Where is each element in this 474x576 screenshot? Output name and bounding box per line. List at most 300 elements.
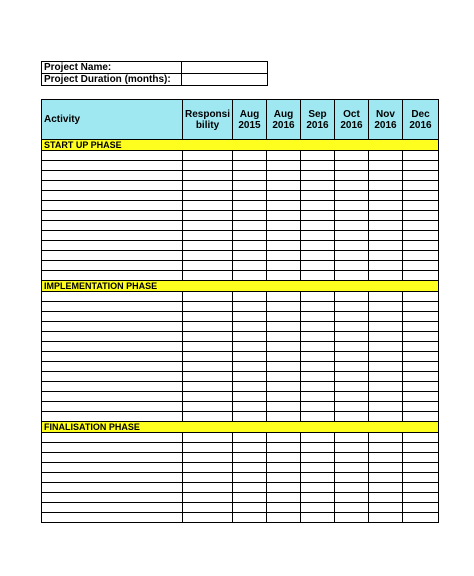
month-cell[interactable] xyxy=(267,261,301,271)
table-row xyxy=(42,251,439,261)
activity-cell[interactable] xyxy=(42,191,183,201)
month-cell[interactable] xyxy=(403,332,439,342)
month-cell[interactable] xyxy=(301,493,335,503)
month-cell[interactable] xyxy=(369,251,403,261)
month-cell[interactable] xyxy=(233,463,267,473)
month-cell[interactable] xyxy=(267,171,301,181)
activity-cell[interactable] xyxy=(42,382,183,392)
month-cell[interactable] xyxy=(267,201,301,211)
month-cell[interactable] xyxy=(335,342,369,352)
month-cell[interactable] xyxy=(335,443,369,453)
month-cell[interactable] xyxy=(369,312,403,322)
activity-cell[interactable] xyxy=(42,493,183,503)
month-cell[interactable] xyxy=(233,443,267,453)
activity-cell[interactable] xyxy=(42,201,183,211)
month-cell[interactable] xyxy=(267,402,301,412)
responsibility-cell[interactable] xyxy=(183,151,233,161)
activity-cell[interactable] xyxy=(42,392,183,402)
month-cell[interactable] xyxy=(301,402,335,412)
table-cell[interactable] xyxy=(42,412,183,422)
month-cell[interactable] xyxy=(301,171,335,181)
month-cell[interactable] xyxy=(403,392,439,402)
month-cell[interactable] xyxy=(335,191,369,201)
responsibility-cell[interactable] xyxy=(183,402,233,412)
table-cell[interactable] xyxy=(335,412,369,422)
table-row xyxy=(42,302,439,312)
month-cell[interactable] xyxy=(233,342,267,352)
month-cell[interactable] xyxy=(233,312,267,322)
month-cell[interactable] xyxy=(267,221,301,231)
month-cell[interactable] xyxy=(335,392,369,402)
month-cell[interactable] xyxy=(369,211,403,221)
table-row xyxy=(42,513,439,523)
month-cell[interactable] xyxy=(301,443,335,453)
month-cell[interactable] xyxy=(369,453,403,463)
month-cell[interactable] xyxy=(335,151,369,161)
month-cell[interactable] xyxy=(335,503,369,513)
activity-cell[interactable] xyxy=(42,151,183,161)
responsibility-cell[interactable] xyxy=(183,443,233,453)
month-cell[interactable] xyxy=(335,231,369,241)
activity-cell[interactable] xyxy=(42,352,183,362)
activity-cell[interactable] xyxy=(42,342,183,352)
table-row xyxy=(42,433,439,443)
month-cell[interactable] xyxy=(403,211,439,221)
month-cell[interactable] xyxy=(267,151,301,161)
month-cell[interactable] xyxy=(233,201,267,211)
month-cell[interactable] xyxy=(301,513,335,523)
table-cell[interactable] xyxy=(403,271,439,281)
responsibility-cell[interactable] xyxy=(183,473,233,483)
month-cell[interactable] xyxy=(267,312,301,322)
month-cell[interactable] xyxy=(369,302,403,312)
month-cell[interactable] xyxy=(403,433,439,443)
month-cell[interactable] xyxy=(335,312,369,322)
month-cell[interactable] xyxy=(403,151,439,161)
table-row xyxy=(42,161,439,171)
month-cell[interactable] xyxy=(267,372,301,382)
month-cell[interactable] xyxy=(301,151,335,161)
month-cell[interactable] xyxy=(301,332,335,342)
month-cell[interactable] xyxy=(369,161,403,171)
month-cell[interactable] xyxy=(267,332,301,342)
month-cell[interactable] xyxy=(267,211,301,221)
month-cell[interactable] xyxy=(369,463,403,473)
month-cell[interactable] xyxy=(301,382,335,392)
activity-cell[interactable] xyxy=(42,312,183,322)
month-cell[interactable] xyxy=(233,453,267,463)
month-cell[interactable] xyxy=(233,191,267,201)
month-cell[interactable] xyxy=(301,221,335,231)
month-cell[interactable] xyxy=(335,211,369,221)
month-cell[interactable] xyxy=(233,513,267,523)
responsibility-cell[interactable] xyxy=(183,302,233,312)
month-cell[interactable] xyxy=(267,342,301,352)
month-cell[interactable] xyxy=(403,483,439,493)
activity-cell[interactable] xyxy=(42,161,183,171)
month-cell[interactable] xyxy=(233,382,267,392)
month-cell[interactable] xyxy=(267,473,301,483)
month-cell[interactable] xyxy=(233,161,267,171)
schedule-body xyxy=(42,140,439,523)
month-cell[interactable] xyxy=(233,493,267,503)
month-cell[interactable] xyxy=(267,493,301,503)
activity-cell[interactable] xyxy=(42,302,183,312)
responsibility-cell[interactable] xyxy=(183,231,233,241)
month-cell[interactable] xyxy=(403,312,439,322)
month-cell[interactable] xyxy=(267,503,301,513)
month-cell[interactable] xyxy=(301,463,335,473)
month-cell[interactable] xyxy=(301,292,335,302)
month-cell[interactable] xyxy=(301,201,335,211)
month-cell[interactable] xyxy=(369,292,403,302)
month-cell[interactable] xyxy=(403,453,439,463)
table-row xyxy=(42,201,439,211)
month-cell[interactable] xyxy=(369,493,403,503)
responsibility-cell[interactable] xyxy=(183,483,233,493)
table-cell[interactable] xyxy=(369,412,403,422)
month-cell[interactable] xyxy=(335,493,369,503)
month-cell[interactable] xyxy=(369,342,403,352)
responsibility-cell[interactable] xyxy=(183,342,233,352)
month-cell[interactable] xyxy=(301,372,335,382)
activity-cell[interactable] xyxy=(42,443,183,453)
project-duration-field[interactable] xyxy=(182,74,268,86)
month-cell[interactable] xyxy=(267,191,301,201)
month-cell[interactable] xyxy=(369,241,403,251)
responsibility-cell[interactable] xyxy=(183,493,233,503)
responsibility-cell[interactable] xyxy=(183,433,233,443)
month-cell[interactable] xyxy=(403,463,439,473)
month-cell[interactable] xyxy=(233,261,267,271)
month-cell[interactable] xyxy=(267,382,301,392)
month-cell[interactable] xyxy=(403,322,439,332)
table-cell[interactable] xyxy=(301,412,335,422)
activity-cell[interactable] xyxy=(42,181,183,191)
month-cell[interactable] xyxy=(369,352,403,362)
month-cell[interactable] xyxy=(369,402,403,412)
activity-cell[interactable] xyxy=(42,453,183,463)
month-cell[interactable] xyxy=(301,191,335,201)
responsibility-cell[interactable] xyxy=(183,251,233,261)
activity-cell[interactable] xyxy=(42,221,183,231)
month-cell[interactable] xyxy=(335,251,369,261)
month-cell[interactable] xyxy=(233,362,267,372)
project-name-field[interactable] xyxy=(182,62,268,74)
month-cell[interactable] xyxy=(403,372,439,382)
month-cell[interactable] xyxy=(301,211,335,221)
month-cell[interactable] xyxy=(369,171,403,181)
activity-cell[interactable] xyxy=(42,211,183,221)
month-cell[interactable] xyxy=(403,221,439,231)
month-cell[interactable] xyxy=(335,483,369,493)
month-cell[interactable] xyxy=(403,292,439,302)
month-cell[interactable] xyxy=(335,453,369,463)
month-cell[interactable] xyxy=(267,433,301,443)
table-cell[interactable] xyxy=(369,271,403,281)
month-cell[interactable] xyxy=(369,382,403,392)
month-cell[interactable] xyxy=(369,191,403,201)
responsibility-cell[interactable] xyxy=(183,382,233,392)
month-cell[interactable] xyxy=(403,251,439,261)
month-cell[interactable] xyxy=(335,161,369,171)
month-cell[interactable] xyxy=(233,372,267,382)
table-cell[interactable] xyxy=(183,412,233,422)
month-cell[interactable] xyxy=(403,352,439,362)
month-cell[interactable] xyxy=(403,231,439,241)
month-cell[interactable] xyxy=(267,463,301,473)
month-cell[interactable] xyxy=(301,342,335,352)
responsibility-cell[interactable] xyxy=(183,181,233,191)
month-cell[interactable] xyxy=(369,231,403,241)
month-cell[interactable] xyxy=(301,161,335,171)
responsibility-cell[interactable] xyxy=(183,201,233,211)
month-cell[interactable] xyxy=(369,503,403,513)
month-cell[interactable] xyxy=(403,161,439,171)
activity-cell[interactable] xyxy=(42,241,183,251)
month-cell[interactable] xyxy=(403,181,439,191)
month-cell[interactable] xyxy=(267,453,301,463)
month-cell[interactable] xyxy=(301,473,335,483)
activity-cell[interactable] xyxy=(42,433,183,443)
month-cell[interactable] xyxy=(403,362,439,372)
month-cell[interactable] xyxy=(403,473,439,483)
month-cell[interactable] xyxy=(233,211,267,221)
activity-cell[interactable] xyxy=(42,261,183,271)
month-cell[interactable] xyxy=(403,402,439,412)
month-cell[interactable] xyxy=(335,201,369,211)
month-header: Aug 2015 xyxy=(233,100,267,140)
month-cell[interactable] xyxy=(369,151,403,161)
month-cell[interactable] xyxy=(403,302,439,312)
month-cell[interactable] xyxy=(301,312,335,322)
month-cell[interactable] xyxy=(335,382,369,392)
responsibility-cell[interactable] xyxy=(183,463,233,473)
month-cell[interactable] xyxy=(335,332,369,342)
month-cell[interactable] xyxy=(267,302,301,312)
phase-header-row xyxy=(42,281,439,292)
month-cell[interactable] xyxy=(267,231,301,241)
table-cell[interactable] xyxy=(42,271,183,281)
responsibility-cell[interactable] xyxy=(183,332,233,342)
table-cell[interactable] xyxy=(267,412,301,422)
table-cell[interactable] xyxy=(335,271,369,281)
month-cell[interactable] xyxy=(335,322,369,332)
month-cell[interactable] xyxy=(301,261,335,271)
month-cell[interactable] xyxy=(301,352,335,362)
month-cell[interactable] xyxy=(233,181,267,191)
month-cell[interactable] xyxy=(335,352,369,362)
month-cell[interactable] xyxy=(403,342,439,352)
month-cell[interactable] xyxy=(369,433,403,443)
activity-cell[interactable] xyxy=(42,402,183,412)
responsibility-cell[interactable] xyxy=(183,161,233,171)
responsibility-cell[interactable] xyxy=(183,211,233,221)
month-cell[interactable] xyxy=(301,453,335,463)
month-cell[interactable] xyxy=(301,231,335,241)
month-cell[interactable] xyxy=(233,503,267,513)
month-cell[interactable] xyxy=(335,402,369,412)
table-row xyxy=(42,332,439,342)
responsibility-cell[interactable] xyxy=(183,322,233,332)
activity-cell[interactable] xyxy=(42,463,183,473)
month-cell[interactable] xyxy=(369,201,403,211)
month-cell[interactable] xyxy=(301,181,335,191)
month-cell[interactable] xyxy=(267,161,301,171)
month-cell[interactable] xyxy=(267,443,301,453)
month-cell[interactable] xyxy=(335,261,369,271)
activity-cell[interactable] xyxy=(42,171,183,181)
month-cell[interactable] xyxy=(233,322,267,332)
month-cell[interactable] xyxy=(301,362,335,372)
table-cell[interactable] xyxy=(233,412,267,422)
month-cell[interactable] xyxy=(233,251,267,261)
table-cell[interactable] xyxy=(301,271,335,281)
month-cell[interactable] xyxy=(335,513,369,523)
month-cell[interactable] xyxy=(369,332,403,342)
month-cell[interactable] xyxy=(369,181,403,191)
month-cell[interactable] xyxy=(267,292,301,302)
table-cell[interactable] xyxy=(233,271,267,281)
responsibility-cell[interactable] xyxy=(183,513,233,523)
month-cell[interactable] xyxy=(369,513,403,523)
month-cell[interactable] xyxy=(301,433,335,443)
month-cell[interactable] xyxy=(335,241,369,251)
month-cell[interactable] xyxy=(267,322,301,332)
month-cell[interactable] xyxy=(403,493,439,503)
activity-cell[interactable] xyxy=(42,372,183,382)
responsibility-cell[interactable] xyxy=(183,503,233,513)
month-cell[interactable] xyxy=(335,302,369,312)
table-row xyxy=(42,483,439,493)
responsibility-cell[interactable] xyxy=(183,241,233,251)
table-cell[interactable] xyxy=(267,271,301,281)
table-row xyxy=(42,382,439,392)
month-cell[interactable] xyxy=(267,352,301,362)
responsibility-cell[interactable] xyxy=(183,362,233,372)
month-cell[interactable] xyxy=(369,473,403,483)
month-cell[interactable] xyxy=(233,433,267,443)
responsibility-cell[interactable] xyxy=(183,312,233,322)
month-cell[interactable] xyxy=(267,513,301,523)
month-cell[interactable] xyxy=(233,231,267,241)
activity-cell[interactable] xyxy=(42,251,183,261)
month-cell[interactable] xyxy=(267,483,301,493)
month-cell[interactable] xyxy=(233,483,267,493)
month-cell[interactable] xyxy=(369,483,403,493)
month-cell[interactable] xyxy=(369,443,403,453)
activity-cell[interactable] xyxy=(42,231,183,241)
month-cell[interactable] xyxy=(233,302,267,312)
activity-cell[interactable] xyxy=(42,483,183,493)
month-cell[interactable] xyxy=(233,171,267,181)
activity-cell[interactable] xyxy=(42,513,183,523)
activity-cell[interactable] xyxy=(42,322,183,332)
month-cell[interactable] xyxy=(301,322,335,332)
project-info-table xyxy=(41,61,268,86)
month-cell[interactable] xyxy=(403,382,439,392)
month-cell[interactable] xyxy=(301,302,335,312)
month-cell[interactable] xyxy=(369,362,403,372)
month-cell[interactable] xyxy=(233,392,267,402)
month-cell[interactable] xyxy=(301,392,335,402)
activity-cell[interactable] xyxy=(42,292,183,302)
responsibility-cell[interactable] xyxy=(183,191,233,201)
month-cell[interactable] xyxy=(403,191,439,201)
month-cell[interactable] xyxy=(369,322,403,332)
month-cell[interactable] xyxy=(267,181,301,191)
month-cell[interactable] xyxy=(267,362,301,372)
phase-title: FINALISATION PHASE xyxy=(42,422,439,433)
activity-cell[interactable] xyxy=(42,503,183,513)
month-cell[interactable] xyxy=(335,372,369,382)
responsibility-cell[interactable] xyxy=(183,171,233,181)
month-cell[interactable] xyxy=(301,251,335,261)
responsibility-cell[interactable] xyxy=(183,392,233,402)
month-cell[interactable] xyxy=(233,402,267,412)
month-cell[interactable] xyxy=(369,221,403,231)
month-cell[interactable] xyxy=(369,392,403,402)
responsibility-cell[interactable] xyxy=(183,352,233,362)
month-cell[interactable] xyxy=(403,261,439,271)
month-cell[interactable] xyxy=(233,332,267,342)
month-cell[interactable] xyxy=(403,241,439,251)
month-cell[interactable] xyxy=(403,503,439,513)
month-cell[interactable] xyxy=(335,181,369,191)
responsibility-cell[interactable] xyxy=(183,221,233,231)
month-cell[interactable] xyxy=(301,241,335,251)
month-cell[interactable] xyxy=(267,392,301,402)
responsibility-cell[interactable] xyxy=(183,292,233,302)
month-cell[interactable] xyxy=(335,171,369,181)
table-row xyxy=(42,271,439,281)
month-header: Oct 2016 xyxy=(335,100,369,140)
month-cell[interactable] xyxy=(403,443,439,453)
month-cell[interactable] xyxy=(267,241,301,251)
month-cell[interactable] xyxy=(233,221,267,231)
table-row xyxy=(42,241,439,251)
table-cell[interactable] xyxy=(403,412,439,422)
month-cell[interactable] xyxy=(267,251,301,261)
table-cell[interactable] xyxy=(183,271,233,281)
month-cell[interactable] xyxy=(301,503,335,513)
month-cell[interactable] xyxy=(301,483,335,493)
activity-cell[interactable] xyxy=(42,473,183,483)
month-cell[interactable] xyxy=(403,201,439,211)
month-cell[interactable] xyxy=(335,221,369,231)
month-cell[interactable] xyxy=(369,372,403,382)
month-cell[interactable] xyxy=(403,171,439,181)
month-cell[interactable] xyxy=(335,473,369,483)
month-cell[interactable] xyxy=(335,463,369,473)
responsibility-cell[interactable] xyxy=(183,372,233,382)
activity-cell[interactable] xyxy=(42,332,183,342)
month-cell[interactable] xyxy=(335,433,369,443)
month-cell[interactable] xyxy=(233,473,267,483)
month-cell[interactable] xyxy=(335,362,369,372)
month-cell[interactable] xyxy=(335,292,369,302)
month-cell[interactable] xyxy=(233,151,267,161)
month-cell[interactable] xyxy=(233,241,267,251)
responsibility-cell[interactable] xyxy=(183,453,233,463)
month-cell[interactable] xyxy=(403,513,439,523)
table-row xyxy=(42,493,439,503)
month-cell[interactable] xyxy=(233,292,267,302)
month-cell[interactable] xyxy=(369,261,403,271)
activity-cell[interactable] xyxy=(42,362,183,372)
month-cell[interactable] xyxy=(233,352,267,362)
responsibility-cell[interactable] xyxy=(183,261,233,271)
